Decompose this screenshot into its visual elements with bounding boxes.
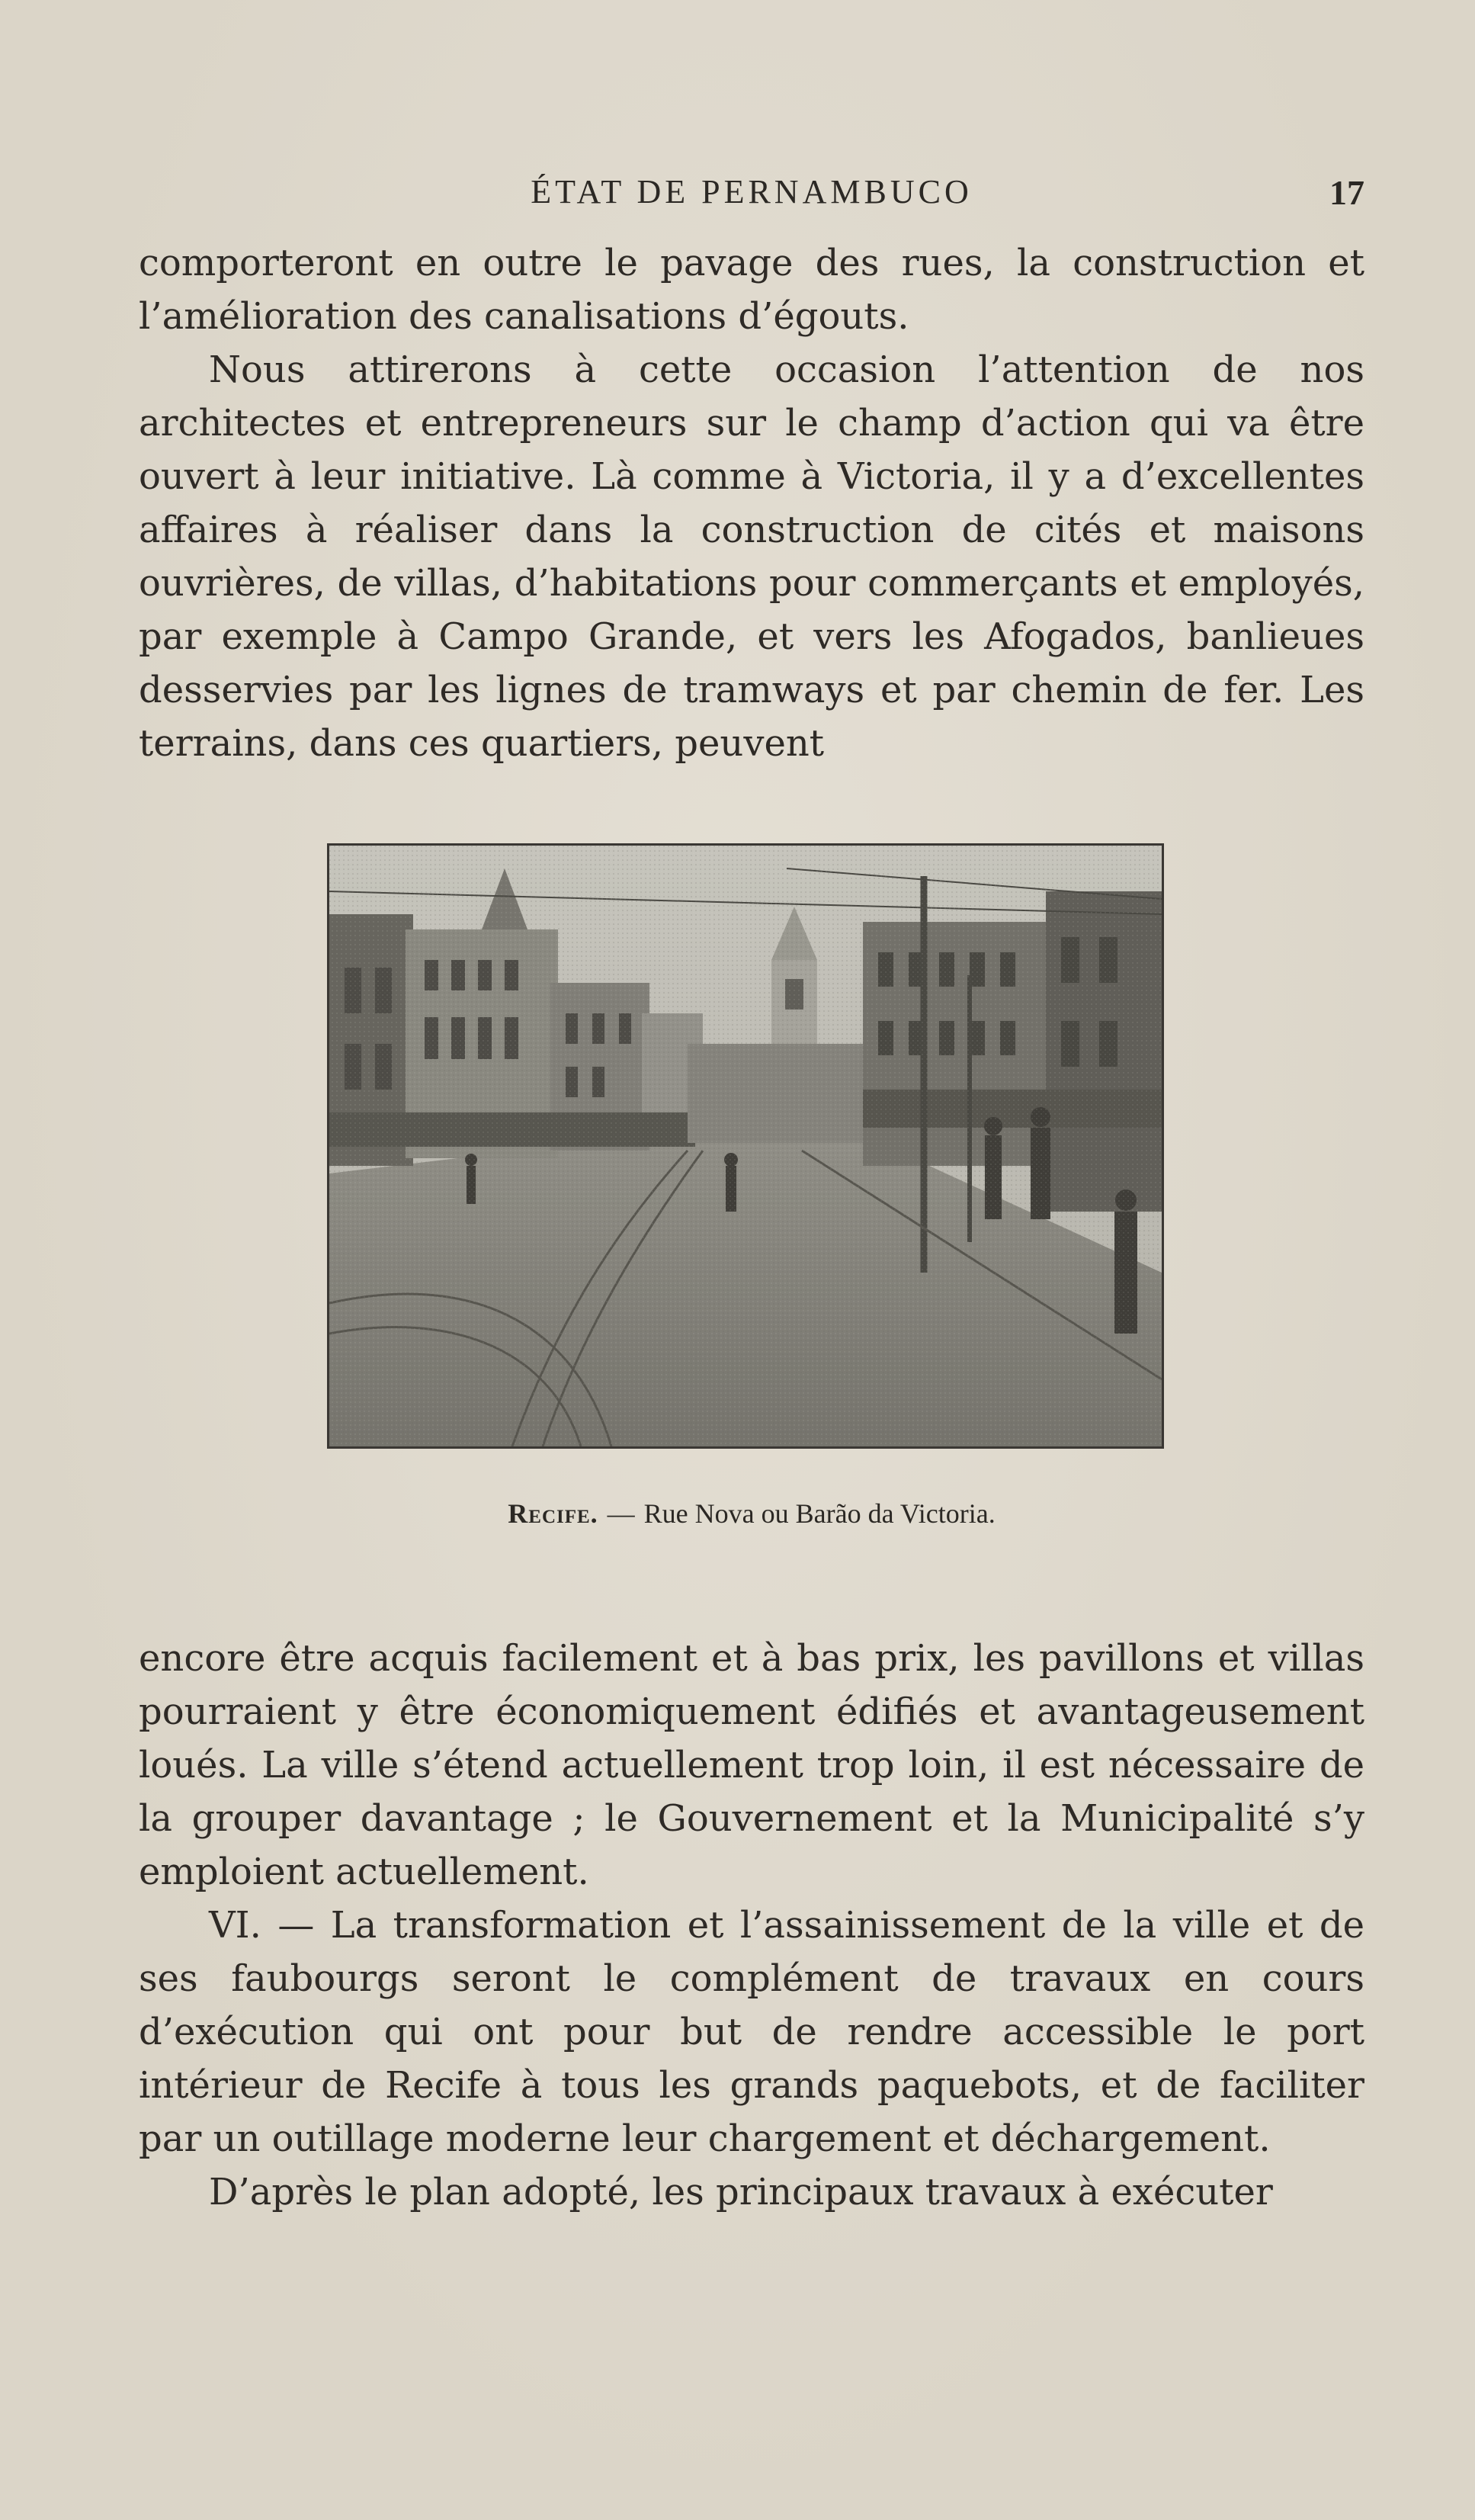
page-number: 17 [1329, 173, 1364, 212]
body-text-bottom [139, 1632, 1364, 2219]
body-text-top [139, 236, 1364, 770]
paragraph-section-vi: VI. — La transformation et l’assainissement de la ville et de ses faubourgs seront le complément de travaux en cours d’exécution qui ont pour but de rendre accessible le port intérieur de Recife à tous les grands paquebots, et de faciliter par un outillage moderne leur chargement et déchargement. [139, 1904, 1364, 2160]
paragraph-pavilions: encore être acquis facilement et à bas prix, les pavillons et villas pourraient y être économiquement édifiés et avantageusement loués. La ville s’étend actuellement trop loin, il est nécessaire de la grouper davantage ; le Gouvernement et la Municipalité s’y emploient actuellement. [139, 1637, 1364, 1893]
caption-separator: — [607, 1498, 635, 1529]
street-photograph [327, 843, 1164, 1449]
street-photograph-illustration [329, 846, 1162, 1446]
paragraph-plan: D’après le plan adopté, les principaux travaux à exécuter [209, 2171, 1273, 2213]
running-head [139, 169, 1364, 215]
figure-caption [139, 1498, 1364, 1530]
running-title: ÉTAT DE PERNAMBUCO [531, 173, 973, 210]
caption-place: Recife. [508, 1498, 598, 1529]
caption-text: Rue Nova ou Barão da Victoria. [643, 1498, 996, 1529]
paragraph-continued: comporteront en outre le pavage des rues, la construction et l’amélioration des canalisations d’égouts. [139, 242, 1364, 338]
paragraph-architects: Nous attirerons à cette occasion l’attention de nos architectes et entrepreneurs sur le champ d’action qui va être ouvert à leur initiative. Là comme à Victoria, il y a d’excellentes affaires à réaliser dans la construction de cités et maisons ouvrières, de villas, d’habitations pour commerçants et employés, par exemple à Campo Grande, et vers les Afogados, banlieues desservies par les lignes de tramways et par chemin de fer. Les terrains, dans ces quartiers, peuvent [139, 348, 1364, 765]
